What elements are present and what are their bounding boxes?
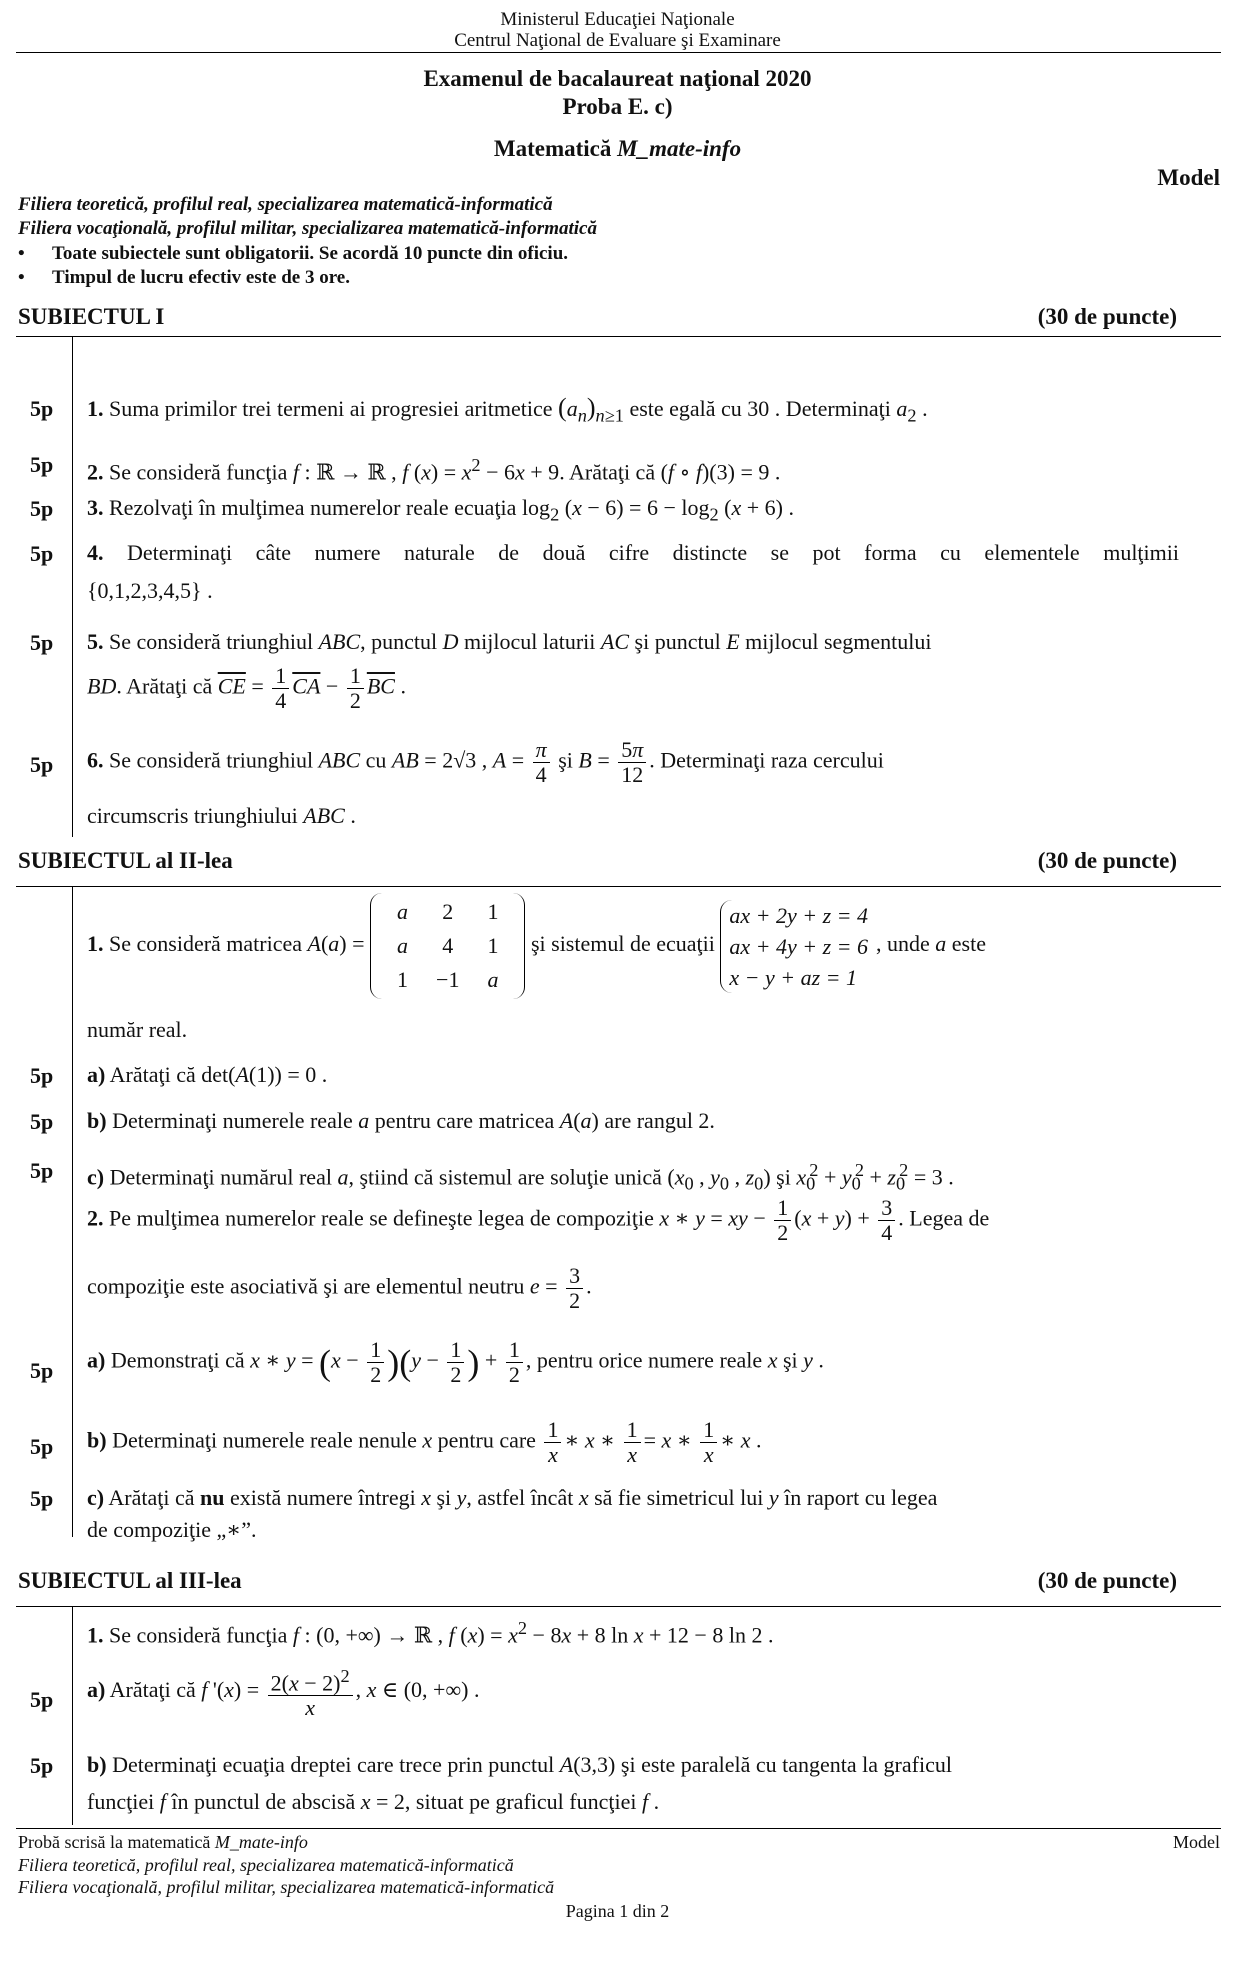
q-text: . Arătaţi că xyxy=(559,459,661,485)
q-text: . Legea de xyxy=(898,1205,990,1231)
s2-problem-1: 1. Se consideră matricea A(a) = a 2 1 a 4 1 1 −1 a şi sistemul de ecuaţii ax + 2y + z = 4 ax + 4y + z = 6 x − y + az = 1 , unde a este xyxy=(87,893,1179,999)
q-text: compoziţie este asociativă şi are elementul neutru xyxy=(87,1273,530,1299)
score-s1-q6: 5p xyxy=(30,752,54,777)
s1-question-4 xyxy=(87,539,1179,567)
item-label: b) xyxy=(87,1427,107,1453)
q-text: Se consideră funcţia xyxy=(103,1622,293,1648)
s2-item-1c: c) Determinaţi numărul real a, ştiind că sistemul are soluţie unică ($x_0$ , $y_0$ , $z_0$) şi $x_0^2 + y_0^2 + z_0^2 = 3$ . xyxy=(87,1160,954,1194)
q-text: . Determinaţi raza cercului xyxy=(649,747,884,773)
s3-item-1b: b) Determinaţi ecuaţia dreptei care trece prin punctul A(3,3) şi este paralelă cu tangenta la graficul xyxy=(87,1752,952,1777)
score-s1-q3: 5p xyxy=(30,496,54,521)
s2-problem-1-end: număr real. xyxy=(87,1017,188,1042)
q-text: Determinaţi ecuaţia dreptei care trece prin punctul xyxy=(106,1752,560,1777)
s1-question-6: 6. Se consideră triunghiul ABC cu AB = 2√3 , A = $\frac{\pi}{4}$ şi B = $\frac{5\pi}{12}$ . Determinaţi raza cercului xyxy=(87,737,884,787)
s2-problem-2: 2. Pe mulţimea numerelor reale se defineşte legea de compoziţie x ∗ y = xy − $\frac{1}{2}$ (x + y) + $\frac{3}{4}$ . Legea de xyxy=(87,1195,990,1245)
q-text: Se consideră funcţia xyxy=(103,459,293,485)
q-text: este xyxy=(946,931,986,957)
s1-question-4-set: {0,1,2,3,4,5} . xyxy=(87,578,213,603)
model-label: Model xyxy=(1157,165,1220,190)
matrix-a: a 2 1 a 4 1 1 −1 a xyxy=(370,893,525,999)
q-text: , situat pe graficul funcţiei xyxy=(404,1789,642,1814)
instruction-1-text: Toate subiectele sunt obligatorii. Se acordă 10 puncte din oficiu. xyxy=(52,243,569,264)
section-2-points: (30 de puncte) xyxy=(1037,848,1177,873)
section-1-points: (30 de puncte) xyxy=(1037,304,1177,329)
s1-question-3: 3. Rezolvaţi în mulţimea numerelor reale ecuaţia $\log_2 (x - 6) = 6 - \log_2 (x + 6)$ . xyxy=(87,495,794,525)
section-1-title: SUBIECTUL I xyxy=(18,304,165,329)
section-1-margin-line xyxy=(72,337,73,837)
q-text: , pentru orice numere reale xyxy=(525,1347,768,1373)
q-text: . Arătaţi că xyxy=(116,673,218,699)
q-text: Determinaţi câte numere naturale de două cifre distincte se pot forma cu elementele mulţimii xyxy=(103,540,1179,565)
q-text: Demonstraţi că xyxy=(105,1347,251,1373)
q-text: , ştiind că sistemul are soluţie unică xyxy=(348,1164,668,1190)
item-label: a) xyxy=(87,1062,106,1087)
section-3-points: (30 de puncte) xyxy=(1037,1568,1177,1593)
section-3-margin-line xyxy=(72,1607,73,1825)
s3-problem-1: 1. Se consideră funcţia f : (0, +∞) → ℝ , f $(x) = x^2 - 8x + 8$ ln x + 12 − 8 ln 2 . xyxy=(87,1618,774,1648)
item-label: a) xyxy=(87,1677,106,1703)
subject-prefix: Matematică xyxy=(493,136,618,161)
q-text: Pe mulţimea numerelor reale se defineşte legea de compoziţie xyxy=(103,1205,660,1231)
score-s3-1a: 5p xyxy=(30,1687,54,1712)
section-2-divider xyxy=(16,886,1221,887)
footer-line-1 xyxy=(18,1832,308,1853)
q-text: Suma primilor trei termeni ai progresiei aritmetice xyxy=(103,396,559,421)
score-s2-1c: 5p xyxy=(30,1158,54,1183)
score-s2-2a: 5p xyxy=(30,1358,54,1383)
q-text: circumscris triunghiului xyxy=(87,803,304,828)
q-text: în raport cu legea xyxy=(778,1485,938,1510)
item-label: c) xyxy=(87,1485,105,1510)
q-num: 2. xyxy=(87,1205,104,1231)
q-text: , astfel încât xyxy=(466,1485,579,1510)
q-text: pentru care matricea xyxy=(369,1108,560,1133)
item-label: b) xyxy=(87,1752,107,1777)
footer-divider xyxy=(16,1828,1221,1829)
instruction-1 xyxy=(18,243,568,265)
q-text: Rezolvaţi în mulţimea numerelor reale ecuaţia xyxy=(103,495,522,520)
footer-model: Model xyxy=(1173,1832,1220,1852)
q-text: Determinaţi numerele reale nenule xyxy=(106,1427,423,1453)
q-num: 3. xyxy=(87,495,104,520)
q-text: şi xyxy=(552,747,579,773)
section-3-divider xyxy=(16,1606,1221,1607)
q-text: şi xyxy=(770,1164,797,1190)
q-num: 6. xyxy=(87,747,104,773)
item-label: b) xyxy=(87,1108,107,1133)
s2-item-2c: c) Arătaţi că nu există numere întregi x şi y, astfel încât x să fie simetricul lui y în raport cu legea xyxy=(87,1485,938,1510)
q-text: mijlocul segmentului xyxy=(739,629,932,654)
q-text: mijlocul laturii xyxy=(458,629,601,654)
q-text-bold: nu xyxy=(200,1485,225,1510)
bullet-icon: • xyxy=(18,267,25,288)
section-2-margin-line xyxy=(72,887,73,1537)
q-text: Arătaţi că xyxy=(105,1677,202,1703)
footer-line-3: Filiera vocaţională, profilul militar, specializarea matematică-informatică xyxy=(18,1877,555,1897)
page-number: Pagina 1 din 2 xyxy=(565,1901,670,1921)
section-2-title: SUBIECTUL al II-lea xyxy=(18,848,233,873)
footer-line-2: Filiera teoretică, profilul real, specializarea matematică-informatică xyxy=(18,1855,514,1875)
q-text: funcţiei xyxy=(87,1789,160,1814)
s1-question-2: 2. Se consideră funcţia f : ℝ → ℝ , f $(x) = x^2 - 6x + 9$. Arătaţi că (f ∘ f)(3) = 9 . xyxy=(87,455,781,485)
q-text: are rangul 2. xyxy=(598,1108,715,1133)
score-s1-q5: 5p xyxy=(30,630,54,655)
s1-question-6-line2: circumscris triunghiului ABC . xyxy=(87,803,356,828)
score-s2-1a: 5p xyxy=(30,1063,54,1088)
s2-item-1a: a) Arătaţi că det(A(1)) = 0 . xyxy=(87,1062,328,1087)
score-s3-1b: 5p xyxy=(30,1753,54,1778)
s2-problem-2-line2: compoziţie este asociativă şi are elementul neutru e = $\frac{3}{2}$ . xyxy=(87,1263,592,1313)
score-s1-q2: 5p xyxy=(30,452,54,477)
s2-item-1b: b) Determinaţi numerele reale a pentru care matricea A(a) are rangul 2. xyxy=(87,1108,715,1133)
s1-question-5-formula: BD. Arătaţi că $\overline{CE}$ = $\frac{1}{4}$ $\overline{CA}$ − $\frac{1}{2}$ $\overline{BC}$ . xyxy=(87,663,406,713)
s2-item-2b: b) Determinaţi numerele reale nenule x pentru care $\frac{1}{x}$ ∗ x ∗ $\frac{1}{x}$ = x ∗ $\frac{1}{x}$ ∗ x . xyxy=(87,1417,762,1467)
exam-subject xyxy=(0,136,1235,162)
q-text: , unde xyxy=(876,931,936,957)
q-text: să fie simetricul lui xyxy=(588,1485,769,1510)
filiera-line-2: Filiera vocaţională, profilul militar, specializarea matematică-informatică xyxy=(18,218,597,239)
ministry-name: Ministerul Educaţiei Naţionale xyxy=(500,9,735,30)
q-text: Determinaţi numerele reale xyxy=(106,1108,359,1133)
q-text: , punctul xyxy=(360,629,443,654)
q-num: 5. xyxy=(87,629,104,654)
center-name: Centrul Naţional de Evaluare şi Examinare xyxy=(454,30,781,51)
score-s2-2b: 5p xyxy=(30,1434,54,1459)
q-text: Se consideră matricea xyxy=(103,931,308,957)
q-text: este egală cu 30 . Determinaţi xyxy=(623,396,897,421)
q-num: 2. xyxy=(87,459,104,485)
q-num: 1. xyxy=(87,931,104,957)
q-text: Se consideră triunghiul xyxy=(103,629,319,654)
bullet-icon: • xyxy=(18,243,25,264)
q-text: Arătaţi că xyxy=(104,1485,200,1510)
section-3-title: SUBIECTUL al III-lea xyxy=(18,1568,242,1593)
q-text: pentru care xyxy=(432,1427,542,1453)
s2-item-2c-line2: de compoziţie „∗”. xyxy=(87,1517,257,1542)
s1-question-5: 5. Se consideră triunghiul ABC, punctul D mijlocul laturii AC şi punctul E mijlocul segmentului xyxy=(87,629,932,654)
instruction-2 xyxy=(18,267,350,289)
q-text: şi este paralelă cu tangenta la graficul xyxy=(615,1752,952,1777)
item-label: a) xyxy=(87,1347,106,1373)
q-num: 4. xyxy=(87,540,104,565)
footer-variant: M_mate-info xyxy=(214,1832,308,1852)
s1-question-1: 1. Suma primilor trei termeni ai progresiei aritmetice $(a_n)_{n\ge 1}$ este egală cu 30 . Determinaţi $a_2$ . xyxy=(87,393,928,426)
q-num: 1. xyxy=(87,396,104,421)
equation-system: ax + 2y + z = 4 ax + 4y + z = 6 x − y + az = 1 xyxy=(720,900,876,993)
q-text: cu xyxy=(360,747,392,773)
s3-item-1b-line2: funcţiei f în punctul de abscisă x = 2, situat pe graficul funcţiei f . xyxy=(87,1789,660,1814)
exam-subtitle: Proba E. c) xyxy=(562,94,673,119)
header-divider xyxy=(16,52,1221,53)
score-s1-q4: 5p xyxy=(30,541,54,566)
q-text: Se consideră triunghiul xyxy=(103,747,319,773)
exam-title: Examenul de bacalaureat naţional 2020 xyxy=(423,66,812,91)
s2-item-2a: a) Demonstraţi că x ∗ y = (x − $\frac{1}{2}$ )(y − $\frac{1}{2}$ ) + $\frac{1}{2}$ , pentru orice numere reale x şi y . xyxy=(87,1337,824,1387)
q-text: şi xyxy=(777,1347,804,1373)
score-s1-q1: 5p xyxy=(30,396,54,421)
footer-prefix: Probă scrisă la matematică xyxy=(18,1832,215,1852)
q-text: şi punctul xyxy=(629,629,727,654)
q-text: şi sistemul de ecuaţii xyxy=(530,931,721,957)
q-text: Arătaţi că xyxy=(105,1062,202,1087)
subject-variant: M_mate-info xyxy=(617,136,742,161)
q-text: în punctul de abscisă xyxy=(165,1789,361,1814)
score-s2-2c: 5p xyxy=(30,1486,54,1511)
section-1-divider xyxy=(16,336,1221,337)
score-s2-1b: 5p xyxy=(30,1109,54,1134)
q-text: există numere întregi xyxy=(224,1485,422,1510)
filiera-line-1: Filiera teoretică, profilul real, specializarea matematică-informatică xyxy=(18,194,553,215)
q-text: Determinaţi numărul real xyxy=(104,1164,338,1190)
q-num: 1. xyxy=(87,1622,104,1648)
instruction-2-text: Timpul de lucru efectiv este de 3 ore. xyxy=(52,267,350,288)
s3-item-1a: a) Arătaţi că f '(x) = $\frac{2(x - 2)^2}{x}$ , x ∈ (0, +∞) . xyxy=(87,1666,480,1721)
item-label: c) xyxy=(87,1164,105,1190)
